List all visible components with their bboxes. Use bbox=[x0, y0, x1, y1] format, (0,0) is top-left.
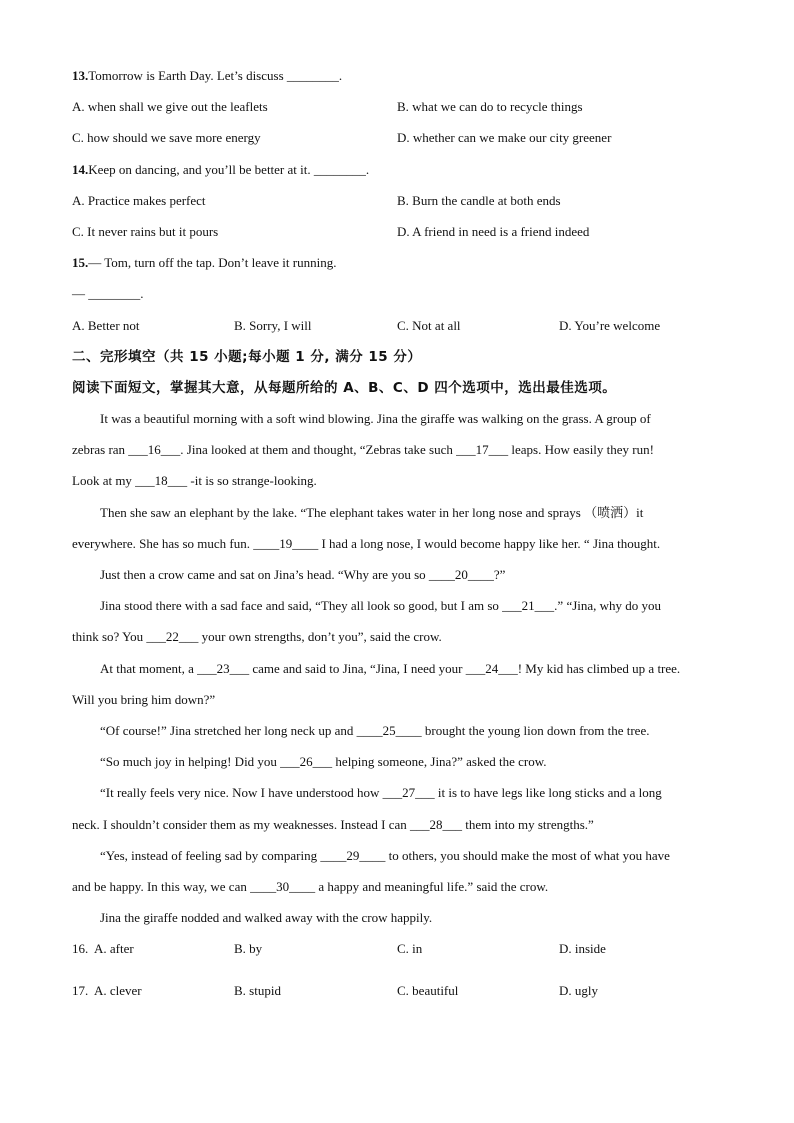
option-a[interactable]: A. Practice makes perfect bbox=[72, 192, 206, 208]
option-d[interactable]: D. inside bbox=[559, 941, 606, 957]
exam-page bbox=[72, 66, 732, 1023]
question-15 bbox=[72, 253, 732, 284]
passage-line: and be happy. In this way, we can ____30____ a happy and meaningful life.” said the crow. bbox=[72, 878, 549, 894]
section-instruction: 阅读下面短文，掌握其大意，从每题所给的 A、B、C、D 四个选项中，选出最佳选项。 bbox=[72, 379, 617, 396]
passage-line: “Of course!” Jina stretched her long neck up and ____25____ brought the young lion down from the tree. bbox=[100, 722, 650, 738]
question-number: 14. bbox=[72, 161, 89, 177]
question-14-options-row-1 bbox=[72, 191, 732, 222]
passage-line: Jina the giraffe nodded and walked away with the crow happily. bbox=[100, 910, 433, 926]
option-a[interactable]: A. after bbox=[94, 941, 134, 957]
option-c[interactable]: C. in bbox=[397, 941, 423, 957]
option-b[interactable]: B. Sorry, I will bbox=[234, 317, 312, 333]
question-16-options bbox=[72, 939, 732, 981]
option-d[interactable]: D. whether can we make our city greener bbox=[397, 130, 612, 146]
option-a[interactable]: A. clever bbox=[94, 983, 142, 999]
option-c[interactable]: C. beautiful bbox=[397, 983, 459, 999]
passage-line: think so? You ___22___ your own strengths, don’t you”, said the crow. bbox=[72, 629, 442, 645]
passage-line: It was a beautiful morning with a soft wind blowing. Jina the giraffe was walking on the grass. A group of bbox=[100, 411, 651, 427]
cloze-passage bbox=[72, 409, 732, 939]
passage-line: Look at my ___18___ -it is so strange-looking. bbox=[72, 473, 317, 489]
reply-line: — ________. bbox=[72, 286, 144, 302]
question-stem: Keep on dancing, and you’ll be better at it. ________. bbox=[88, 161, 370, 177]
option-c[interactable]: C. It never rains but it pours bbox=[72, 223, 219, 239]
passage-line: neck. I shouldn’t consider them as my weaknesses. Instead I can ___28___ them into my strengths.” bbox=[72, 816, 594, 832]
question-number: 15. bbox=[72, 255, 89, 271]
option-d[interactable]: D. ugly bbox=[559, 983, 598, 999]
option-b[interactable]: B. by bbox=[234, 941, 263, 957]
option-b[interactable]: B. what we can do to recycle things bbox=[397, 99, 583, 115]
option-d[interactable]: D. A friend in need is a friend indeed bbox=[397, 223, 590, 239]
question-13-options-row-2 bbox=[72, 128, 732, 159]
passage-line: Then she saw an elephant by the lake. “The elephant takes water in her long nose and sprays （喷洒）it bbox=[100, 504, 644, 520]
passage-line: zebras ran ___16___. Jina looked at them and thought, “Zebras take such ___17___ leaps. How easily they run! bbox=[72, 442, 654, 458]
passage-line: At that moment, a ___23___ came and said to Jina, “Jina, I need your ___24___! My kid has climbed up a tree. bbox=[100, 660, 681, 676]
passage-line: Just then a crow came and sat on Jina’s head. “Why are you so ____20____?” bbox=[100, 567, 506, 582]
passage-line: “It really feels very nice. Now I have understood how ___27___ it is to have legs like long sticks and a long bbox=[100, 785, 662, 801]
passage-line: Will you bring him down?” bbox=[72, 691, 216, 707]
option-c[interactable]: C. how should we save more energy bbox=[72, 130, 261, 146]
passage-line: Jina stood there with a sad face and said, “They all look so good, but I am so ___21___.” “Jina, why do you bbox=[100, 598, 662, 614]
question-stem: Tomorrow is Earth Day. Let’s discuss ________. bbox=[88, 68, 343, 83]
question-13-options-row-1 bbox=[72, 97, 732, 128]
question-15-options bbox=[72, 316, 732, 347]
passage-line: “Yes, instead of feeling sad by comparing ____29____ to others, you should make the most of what you have bbox=[100, 847, 670, 863]
option-a[interactable]: A. when shall we give out the leaflets bbox=[72, 99, 268, 115]
option-b[interactable]: B. Burn the candle at both ends bbox=[397, 192, 561, 208]
question-number: 16. bbox=[72, 941, 89, 957]
section-title: 二、完形填空（共 15 小题;每小题 1 分, 满分 15 分） bbox=[72, 348, 422, 365]
question-14-options-row-2 bbox=[72, 222, 732, 253]
passage-line: everywhere. She has so much fun. ____19____ I had a long nose, I would become happy like her. “ Jina thought. bbox=[72, 535, 661, 551]
question-14 bbox=[72, 160, 732, 191]
passage-line: “So much joy in helping! Did you ___26___ helping someone, Jina?” asked the crow. bbox=[100, 754, 547, 770]
question-13 bbox=[72, 66, 732, 97]
question-number: 17. bbox=[72, 983, 89, 999]
option-c[interactable]: C. Not at all bbox=[397, 317, 461, 333]
option-a[interactable]: A. Better not bbox=[72, 317, 140, 333]
option-b[interactable]: B. stupid bbox=[234, 983, 281, 999]
question-17-options bbox=[72, 981, 732, 1023]
question-15-reply bbox=[72, 284, 732, 315]
question-number: 13. bbox=[72, 68, 89, 83]
question-stem: — Tom, turn off the tap. Don’t leave it running. bbox=[88, 255, 337, 271]
option-d[interactable]: D. You’re welcome bbox=[559, 317, 661, 333]
